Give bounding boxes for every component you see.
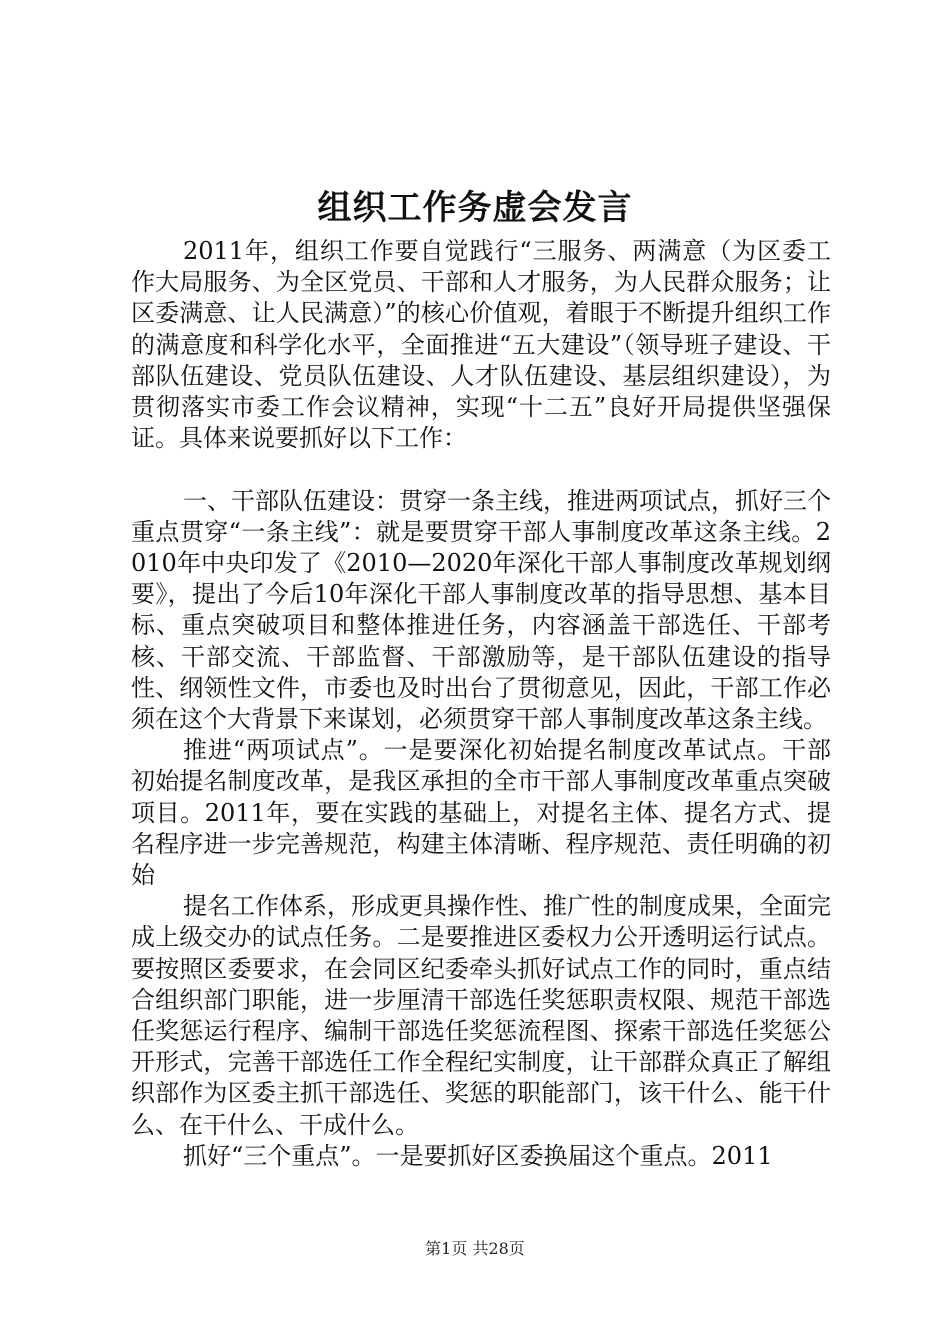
paragraph-three-priorities: 抓好“三个重点”。一是要抓好区委换届这个重点。2011 <box>183 1141 773 1170</box>
paragraph-two-pilots: 推进“两项试点”。一是要深化初始提名制度改革试点。干部初始提名制度改革，是我区承担的全市干部人事制度改革重点突破项目。2011年，要在实践的基础上，对提名主体、提名方式、提名程序进一步完善规范，构建主体清晰、程序规范、责任明确的初始 <box>131 736 831 890</box>
paragraph-gap <box>131 454 831 485</box>
page-footer: 第1页 共28页 <box>425 1239 525 1258</box>
paragraph-section-one: 一、干部队伍建设：贯穿一条主线，推进两项试点，抓好三个重点贯穿“一条主线”：就是要贯穿干部人事制度改革这条主线。2010年中央印发了《2010—2020年深化干部人事制度改革规划纲要》，提出了今后10年深化干部人事制度改革的指导思想、基本目标、重点突破项目和整体推进任务，内容涵盖干部选任、干部考核、干部交流、干部监督、干部激励等，是干部队伍建设的指导性、纲领性文件，市委也及时出台了贯彻意见，因此，干部工作必须在这个大背景下来谋划，必须贯穿干部人事制度改革这条主线。 <box>131 486 831 734</box>
document-body <box>131 236 831 1172</box>
paragraph-intro: 2011年，组织工作要自觉践行“三服务、两满意（为区委工作大局服务、为全区党员、干部和人才服务，为人民群众服务；让区委满意、让人民满意）”的核心价值观，着眼于不断提升组织工作的满意度和科学化水平，全面推进“五大建设”（领导班子建设、干部队伍建设、党员队伍建设、人才队伍建设、基层组织建设），为贯彻落实市委工作会议精神，实现“十二五”良好开局提供坚强保证。具体来说要抓好以下工作： <box>131 237 831 453</box>
paragraph-nomination-system: 提名工作体系，形成更具操作性、推广性的制度成果，全面完成上级交办的试点任务。二是要推进区委权力公开透明运行试点。要按照区委要求，在会同区纪委牵头抓好试点工作的同时，重点结合组织部门职能，进一步厘清干部选任奖惩职责权限、规范干部选任奖惩运行程序、编制干部选任奖惩流程图、探索干部选任奖惩公开形式，完善干部选任工作全程纪实制度，让干部群众真正了解组织部作为区委主抓干部选任、奖惩的职能部门，该干什么、能干什么、在干什么、干成什么。 <box>131 892 831 1139</box>
document-title: 组织工作务虚会发言 <box>317 188 633 228</box>
